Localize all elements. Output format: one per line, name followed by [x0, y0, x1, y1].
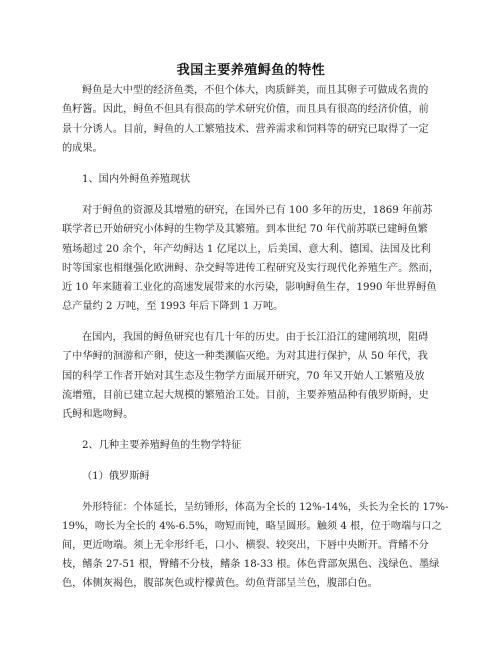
paragraph-4-line-5: 色，体侧灰褐色，腹部灰色或柠檬黄色。幼鱼背部呈兰色，腹部白色。: [62, 578, 378, 589]
document-title: 我国主要养殖鲟鱼的特性: [176, 63, 326, 78]
paragraph-2-line-3: 殖场超过 20 余个，年产幼鲟达 1 亿尾以上，后美国、意大利、德国、法国及比利: [62, 244, 431, 255]
paragraph-1-line-3: 景十分诱人。目前，鲟鱼的人工繁殖技术、营养需求和饲料等的研究已取得了一定: [62, 124, 429, 135]
section-heading-1: 1、国内外鲟鱼养殖现状: [82, 174, 191, 185]
paragraph-4-line-2: 19%，吻长为全长的 4%-6.5%，吻短而钝，略呈圆形。触须 4 根，位于吻端与口之: [62, 521, 442, 532]
paragraph-4-line-3: 间，更近吻端。须上无伞形纤毛，口小、横裂、较突出，下唇中央断开。背鳍不分: [62, 540, 429, 551]
paragraph-3-line-2: 了中华鲟的洄游和产卵，使这一种类濒临灭绝。为对其进行保护，从 50 年代，我: [62, 351, 428, 362]
paragraph-1-line-4: 的成果。: [62, 143, 103, 154]
section-heading-2: 2、几种主要养殖鲟鱼的生物学特征: [82, 440, 242, 451]
subsection-heading-1: （1）俄罗斯鲟: [82, 471, 150, 482]
paragraph-3-line-4: 流增殖，目前已建立起大规模的繁殖治工处。目前，主要养殖品种有俄罗斯鲟，史: [62, 390, 429, 401]
paragraph-2-line-2: 联学者已开始研究小体鲟的生物学及其繁殖。到本世纪 70 年代前苏联已建鲟鱼繁: [62, 224, 428, 235]
paragraph-2-line-1: 对于鲟鱼的资源及其增殖的研究，在国外已有 100 多年的历史，1869 年前苏: [82, 205, 433, 216]
paragraph-1-line-1: 鲟鱼是大中型的经济鱼类，不但个体大，肉质鲜美，而且其卵子可做成名贵的: [82, 85, 429, 96]
paragraph-4-line-4: 枝，鳍条 27-51 根，臀鳍不分枝，鳍条 18-33 根。体色背部灰黑色、浅绿色、墨绿: [62, 559, 440, 570]
paragraph-3-line-3: 国的科学工作者开始对其生态及生物学方面展开研究，70 年又开始人工繁殖及放: [62, 371, 425, 382]
paragraph-2-line-6: 总产量约 2 万吨，至 1993 年后下降到 1 万吨。: [62, 301, 284, 312]
paragraph-1-line-2: 鱼籽酱。因此，鲟鱼不但具有很高的学术研究价值，而且具有很高的经济价值，前: [62, 104, 429, 115]
paragraph-3-line-5: 氏鲟和匙吻鲟。: [62, 409, 134, 420]
paragraph-3-line-1: 在国内，我国的鲟鱼研究也有几十年的历史。由于长江沿江的建闸筑坝，阻碍: [82, 332, 429, 343]
paragraph-2-line-4: 时等国家也相继强化欧洲鲟、杂交鲟等进传工程研究及实行现代化养殖生产。然而，: [62, 263, 439, 274]
paragraph-2-line-5: 近 10 年来随着工业化的高速发展带来的水污染，影响鲟鱼生存，1990 年世界鲟鱼: [62, 282, 437, 293]
paragraph-4-line-1: 外形特征：个体延长，呈纺锤形，体高为全长的 12%-14%，头长为全长的 17%-: [82, 502, 449, 513]
